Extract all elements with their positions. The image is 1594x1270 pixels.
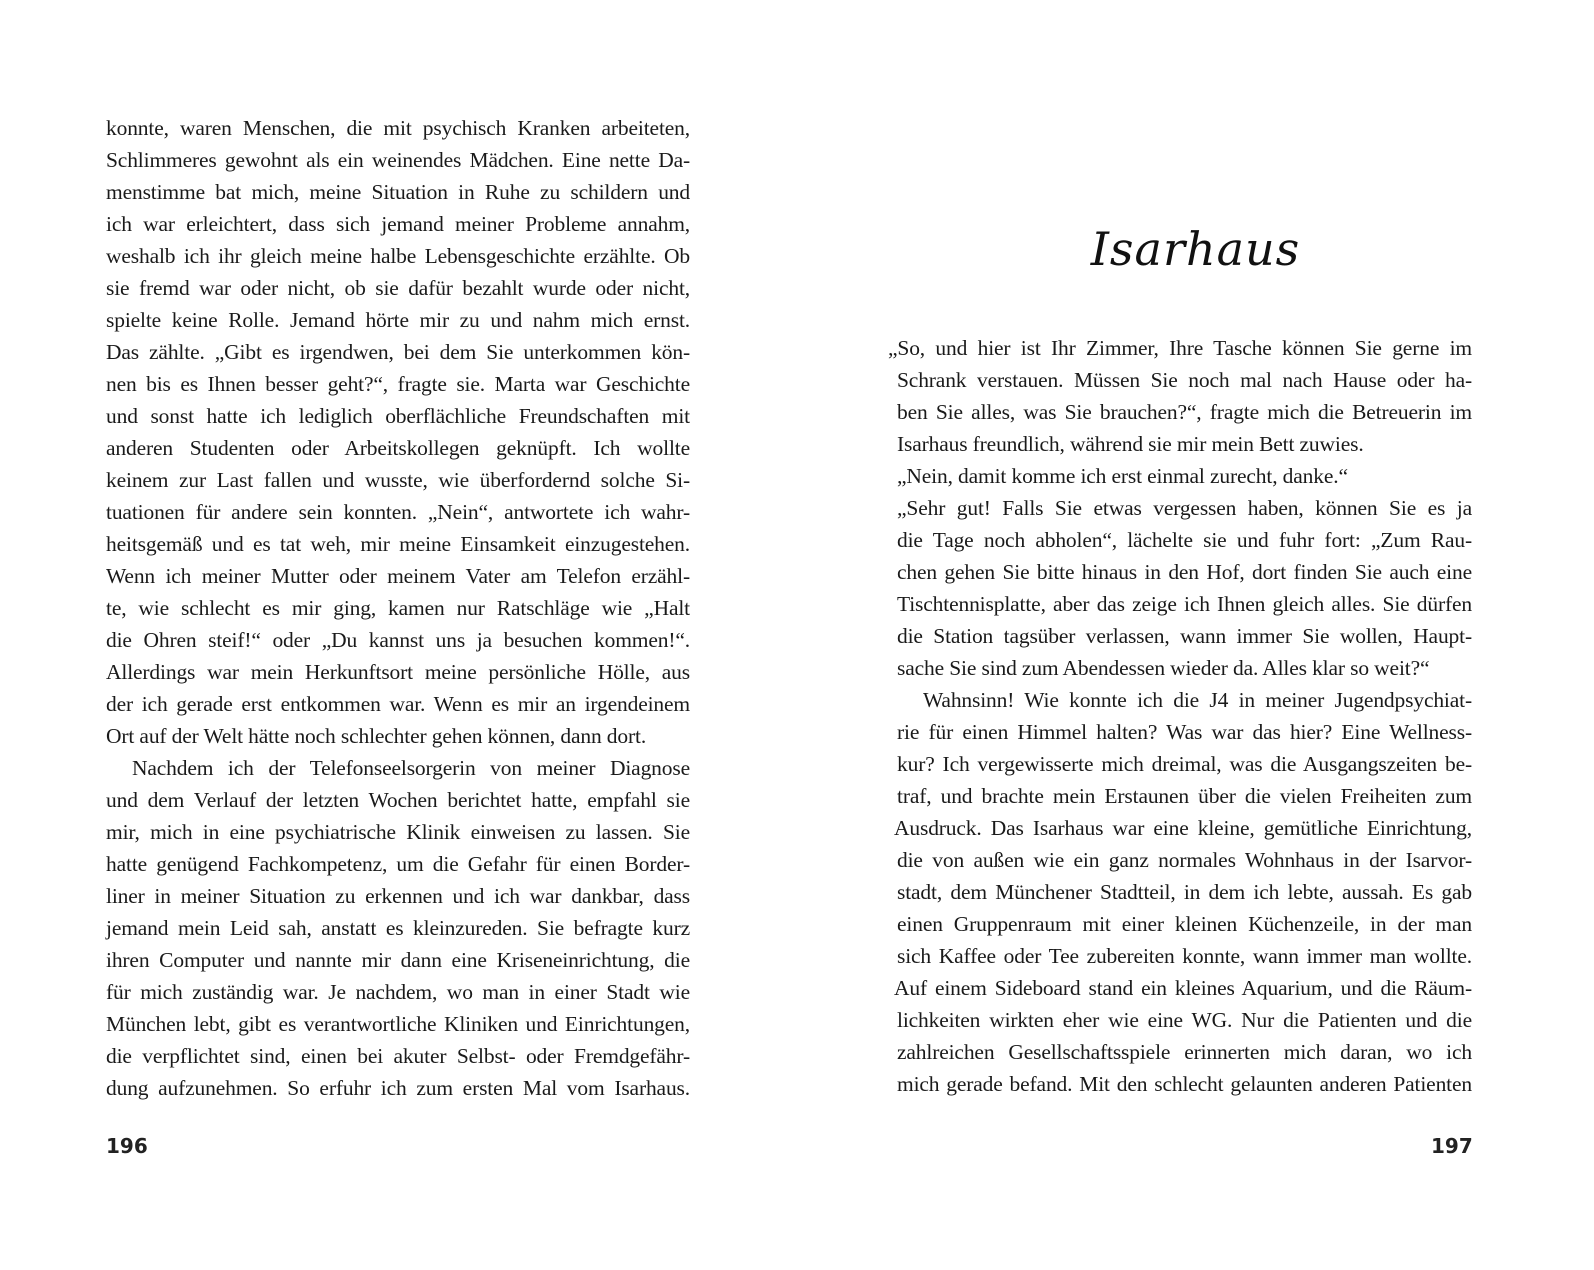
text-line: anderen Studenten oder Arbeitskollegen geknüpft. Ich wollte [106,436,690,460]
text-line: te, wie schlecht es mir ging, kamen nur Ratschläge wie „Halt [106,596,690,620]
text-line: „Nein, damit komme ich erst einmal zurecht, danke.“ [897,464,1348,488]
text-line: sich Kaffee oder Tee zubereiten konnte, wann immer man wollte. [897,944,1472,968]
text-line: Schrank verstauen. Müssen Sie noch mal nach Hause oder ha- [897,368,1472,392]
text-line: die verpflichtet sind, einen bei akuter Selbst- oder Fremdgefähr- [106,1044,690,1068]
text-line: lichkeiten wirkten eher wie eine WG. Nur die Patienten und die [897,1008,1472,1032]
text-line: sie fremd war oder nicht, ob sie dafür bezahlt wurde oder nicht, [106,276,690,300]
text-line: jemand mein Leid sah, anstatt es kleinzureden. Sie befragte kurz [106,916,690,940]
text-line: konnte, waren Menschen, die mit psychisch Kranken arbeiteten, [106,116,690,140]
text-line: mir, mich in eine psychiatrische Klinik einweisen zu lassen. Sie [106,820,690,844]
left-page-body-text [106,112,690,1104]
text-line: ben Sie alles, was Sie brauchen?“, fragte mich die Betreuerin im [897,400,1472,424]
text-line: „Sehr gut! Falls Sie etwas vergessen haben, können Sie es ja [897,496,1472,520]
text-line: keinem zur Last fallen und wusste, wie überfordernd solche Si- [106,468,690,492]
text-line: hatte genügend Fachkompetenz, um die Gefahr für einen Border- [106,852,690,876]
text-line: mich gerade befand. Mit den schlecht gelaunten anderen Patienten [897,1072,1472,1096]
text-line: liner in meiner Situation zu erkennen und ich war dankbar, dass [106,884,690,908]
text-line: Wahnsinn! Wie konnte ich die J4 in meiner Jugendpsychiat- [923,688,1472,712]
page-number: 197 [1431,1134,1473,1158]
text-line: der ich gerade erst entkommen war. Wenn es mir an irgendeinem [106,692,690,716]
text-line: ich war erleichtert, dass sich jemand meiner Probleme annahm, [106,212,690,236]
text-line: die Tage noch abholen“, lächelte sie und fuhr fort: „Zum Rau- [897,528,1472,552]
text-line: nen bis es Ihnen besser geht?“, fragte sie. Marta war Geschichte [106,372,690,396]
text-line: „So, und hier ist Ihr Zimmer, Ihre Tasche können Sie gerne im [888,336,1472,360]
text-line: stadt, dem Münchener Stadtteil, in dem ich lebte, aussah. Es gab [897,880,1472,904]
right-page [797,0,1594,1270]
text-line: rie für einen Himmel halten? Was war das hier? Eine Wellness- [897,720,1472,744]
text-line: Wenn ich meiner Mutter oder meinem Vater am Telefon erzähl- [106,564,690,588]
text-line: kur? Ich vergewisserte mich dreimal, was die Ausgangszeiten be- [897,752,1472,776]
text-line: menstimme bat mich, meine Situation in Ruhe zu schildern und [106,180,690,204]
text-line: Nachdem ich der Telefonseelsorgerin von meiner Diagnose [132,756,690,780]
text-line: Das zählte. „Gibt es irgendwen, bei dem Sie unterkommen kön- [106,340,690,364]
text-line: weshalb ich ihr gleich meine halbe Lebensgeschichte erzählte. Ob [106,244,690,268]
text-line: Tischtennisplatte, aber das zeige ich Ihnen gleich alles. Sie dürfen [897,592,1472,616]
text-line: heitsgemäß und es tat weh, mir meine Einsamkeit einzugestehen. [106,532,690,556]
text-line: traf, und brachte mein Erstaunen über die vielen Freiheiten zum [897,784,1472,808]
text-line: die Ohren steif!“ oder „Du kannst uns ja besuchen kommen!“. [106,628,690,652]
text-line: Allerdings war mein Herkunftsort meine persönliche Hölle, aus [106,660,690,684]
text-line: Auf einem Sideboard stand ein kleines Aquarium, und die Räum- [894,976,1472,1000]
text-line: dung aufzunehmen. So erfuhr ich zum ersten Mal vom Isarhaus. [106,1076,690,1100]
text-line: die von außen wie ein ganz normales Wohnhaus in der Isarvor- [897,848,1472,872]
text-line: spielte keine Rolle. Jemand hörte mir zu und nahm mich ernst. [106,308,690,332]
text-line: tuationen für andere sein konnten. „Nein“, antwortete ich wahr- [106,500,690,524]
chapter-title: Isarhaus [1090,222,1301,276]
right-page-body-text [888,332,1472,1100]
text-line: ihren Computer und nannte mir dann eine Kriseneinrichtung, die [106,948,690,972]
text-line: Isarhaus freundlich, während sie mir mein Bett zuwies. [897,432,1364,456]
text-line: Schlimmeres gewohnt als ein weinendes Mädchen. Eine nette Da- [106,148,690,172]
text-line: und sonst hatte ich lediglich oberflächliche Freundschaften mit [106,404,690,428]
text-line: chen gehen Sie bitte hinaus in den Hof, dort finden Sie auch eine [897,560,1472,584]
text-line: einen Gruppenraum mit einer kleinen Küchenzeile, in der man [897,912,1472,936]
text-line: sache Sie sind zum Abendessen wieder da. Alles klar so weit?“ [897,656,1430,680]
text-line: für mich zuständig war. Je nachdem, wo man in einer Stadt wie [106,980,690,1004]
text-line: zahlreichen Gesellschaftsspiele erinnerten mich daran, wo ich [897,1040,1472,1064]
text-line: München lebt, gibt es verantwortliche Kliniken und Einrichtungen, [106,1012,690,1036]
text-line: und dem Verlauf der letzten Wochen berichtet hatte, empfahl sie [106,788,690,812]
text-line: Ausdruck. Das Isarhaus war eine kleine, gemütliche Einrichtung, [894,816,1472,840]
text-line: die Station tagsüber verlassen, wann immer Sie wollen, Haupt- [897,624,1472,648]
text-line: Ort auf der Welt hätte noch schlechter gehen können, dann dort. [106,724,647,748]
page-number: 196 [106,1134,148,1158]
